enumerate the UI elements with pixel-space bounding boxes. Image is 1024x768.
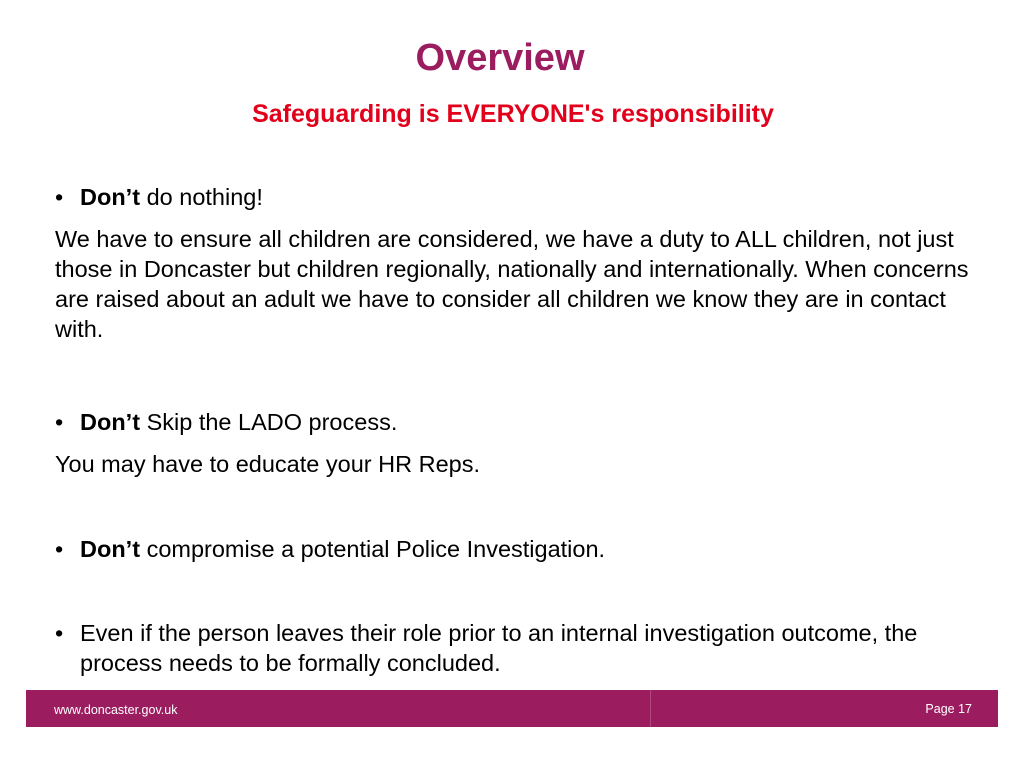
- bullet-bold: Don’t: [80, 184, 141, 210]
- paragraph: We have to ensure all children are considered, we have a duty to ALL children, not just those in Doncaster but children regionally, nationally and internationally. When concerns are raised about an adult we have to consider all children we know they are in contact with.: [55, 226, 969, 342]
- bullet-item: [55, 182, 975, 212]
- bullet-glyph: •: [55, 536, 64, 562]
- footer-divider: [650, 690, 651, 727]
- bullet-text: do nothing!: [140, 184, 263, 210]
- bullet-text: Skip the LADO process.: [140, 409, 398, 435]
- bullet-bold: Don’t: [80, 409, 141, 435]
- bullet-item: [55, 618, 975, 678]
- slide-subtitle: Safeguarding is EVERYONE's responsibility: [252, 100, 774, 128]
- bullet-glyph: •: [55, 184, 64, 210]
- slide-content: [55, 182, 975, 678]
- footer-url-link[interactable]: www.doncaster.gov.uk: [54, 703, 178, 717]
- footer-bar: [26, 690, 998, 727]
- bullet-item: [55, 407, 975, 437]
- slide-title: Overview: [415, 37, 585, 79]
- bullet-glyph: •: [55, 409, 64, 435]
- bullet-glyph: •: [55, 620, 64, 646]
- bullet-bold: Don’t: [80, 536, 141, 562]
- bullet-text: Even if the person leaves their role prior to an internal investigation outcome, the process needs to be formally concluded.: [80, 620, 918, 676]
- bullet-text: compromise a potential Police Investigation.: [140, 536, 606, 562]
- bullet-item: [55, 534, 975, 564]
- paragraph: You may have to educate your HR Reps.: [55, 451, 480, 477]
- page-number: Page 17: [925, 702, 972, 716]
